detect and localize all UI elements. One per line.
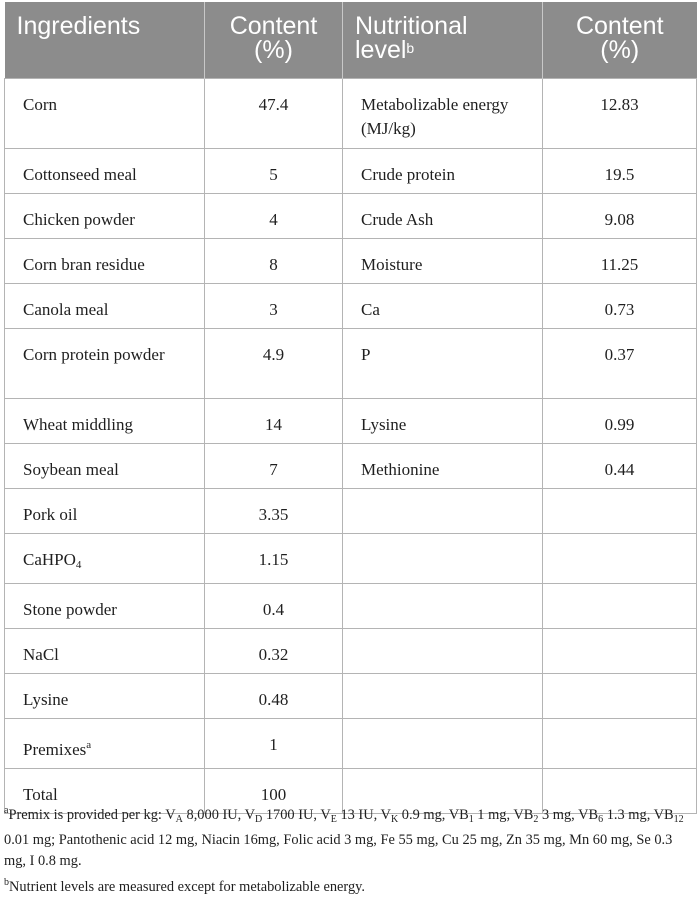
ingredient-cell: Pork oil xyxy=(5,488,205,533)
ingredient-cell: Soybean meal xyxy=(5,443,205,488)
nutrient-cell: Moisture xyxy=(343,238,543,283)
ingredient-content-cell: 3.35 xyxy=(205,488,343,533)
nutrient-cell: Methionine xyxy=(343,443,543,488)
table-row xyxy=(5,398,697,443)
ingredient-content-cell: 3 xyxy=(205,283,343,328)
table-row xyxy=(5,148,697,193)
ingredient-content-cell: 14 xyxy=(205,398,343,443)
nutrient-cell: Ca xyxy=(343,283,543,328)
ingredient-cell: CaHPO$_4$ xyxy=(5,533,205,583)
ingredient-cell: Corn bran residue xyxy=(5,238,205,283)
footnote-b-text: Nutrient levels are measured except for metabolizable energy. xyxy=(9,879,366,895)
ingredient-content-cell: 8 xyxy=(205,238,343,283)
table-row xyxy=(5,673,697,718)
nutrient-level-cell xyxy=(543,583,697,628)
table-row xyxy=(5,628,697,673)
nutrient-level-cell xyxy=(543,533,697,583)
ingredient-cell: Wheat middling xyxy=(5,398,205,443)
nutrient-cell xyxy=(343,533,543,583)
nutrient-cell xyxy=(343,488,543,533)
nutrient-cell xyxy=(343,583,543,628)
ingredient-content-cell: 0.4 xyxy=(205,583,343,628)
ingredient-content-cell: 5 xyxy=(205,148,343,193)
header-nutritional-level: Nutritional level$^b$ xyxy=(343,2,543,78)
nutrient-cell: P xyxy=(343,328,543,398)
diet-composition-table xyxy=(4,2,697,814)
ingredient-cell: Cottonseed meal xyxy=(5,148,205,193)
ingredient-cell: Lysine xyxy=(5,673,205,718)
table-row xyxy=(5,238,697,283)
ingredient-cell: Total xyxy=(5,768,205,813)
table-row xyxy=(5,718,697,768)
table-row xyxy=(5,78,697,148)
nutrient-level-cell xyxy=(543,718,697,768)
ingredient-cell: Canola meal xyxy=(5,283,205,328)
nutrient-level-cell: 11.25 xyxy=(543,238,697,283)
table-row xyxy=(5,583,697,628)
nutrient-cell: Metabolizable energy (MJ/kg) xyxy=(343,78,543,148)
nutrient-cell: Crude protein xyxy=(343,148,543,193)
footnote-a: $^a$Premix is provided per kg: $V_A$ 8,000 IU, $V_D$ 1700 IU, $V_E$ 13 IU, $V_K$ 0.9 mg, $VB_1$ 1 mg, $VB_2$ 3 mg, $VB_6$ 1.3 mg, $VB_{12}$ 0.01 mg; Pantothenic acid 12 mg, Niacin 16mg, Folic acid 3 mg, Fe 55 mg, Cu 25 mg, Zn 35 mg, Mn 60 mg, Se 0.3 mg, I 0.8 mg. xyxy=(4,805,684,869)
table-row xyxy=(5,328,697,398)
nutrient-level-cell: 19.5 xyxy=(543,148,697,193)
nutrient-level-cell xyxy=(543,488,697,533)
nutrient-level-cell: 0.99 xyxy=(543,398,697,443)
ingredient-cell: Chicken powder xyxy=(5,193,205,238)
nutrient-cell xyxy=(343,718,543,768)
table-header-row xyxy=(5,2,697,78)
table-row xyxy=(5,443,697,488)
header-content-2: Content (%) xyxy=(575,12,664,64)
ingredient-cell: Premixes$^a$ xyxy=(5,718,205,768)
header-ingredients: Ingredients xyxy=(5,2,205,78)
nutrient-level-cell xyxy=(543,628,697,673)
footnote-b-marker: b xyxy=(406,40,415,56)
header-content: Content (%) xyxy=(205,2,343,78)
ingredient-cell: Corn protein powder xyxy=(5,328,205,398)
table-body xyxy=(5,78,697,813)
ingredient-content-cell: 1.15 xyxy=(205,533,343,583)
ingredient-content-cell: 4.9 xyxy=(205,328,343,398)
table-row xyxy=(5,193,697,238)
nutrient-cell xyxy=(343,628,543,673)
nutrient-level-cell: 0.73 xyxy=(543,283,697,328)
footnote-b-mark: b xyxy=(4,877,9,888)
ingredient-cell: NaCl xyxy=(5,628,205,673)
footnotes xyxy=(4,800,694,898)
ingredient-content-cell: 4 xyxy=(205,193,343,238)
nutrient-cell xyxy=(343,673,543,718)
ingredient-content-cell: 100 xyxy=(205,768,343,813)
nutrient-level-cell xyxy=(543,673,697,718)
ingredient-cell: Corn xyxy=(5,78,205,148)
table-row xyxy=(5,533,697,583)
ingredient-content-cell: 1 xyxy=(205,718,343,768)
nutrient-level-cell: 0.44 xyxy=(543,443,697,488)
nutrient-cell: Crude Ash xyxy=(343,193,543,238)
ingredient-content-cell: 0.48 xyxy=(205,673,343,718)
nutrient-cell: Lysine xyxy=(343,398,543,443)
nutrient-level-cell: 0.37 xyxy=(543,328,697,398)
ingredient-content-cell: 47.4 xyxy=(205,78,343,148)
ingredient-content-cell: 7 xyxy=(205,443,343,488)
ingredient-content-cell: 0.32 xyxy=(205,628,343,673)
nutrient-level-cell: 12.83 xyxy=(543,78,697,148)
table-row xyxy=(5,283,697,328)
table-row xyxy=(5,488,697,533)
nutrient-level-cell: 9.08 xyxy=(543,193,697,238)
footnote-b xyxy=(4,872,694,898)
footnote-a-mark: a xyxy=(4,805,9,816)
ingredient-cell: Stone powder xyxy=(5,583,205,628)
